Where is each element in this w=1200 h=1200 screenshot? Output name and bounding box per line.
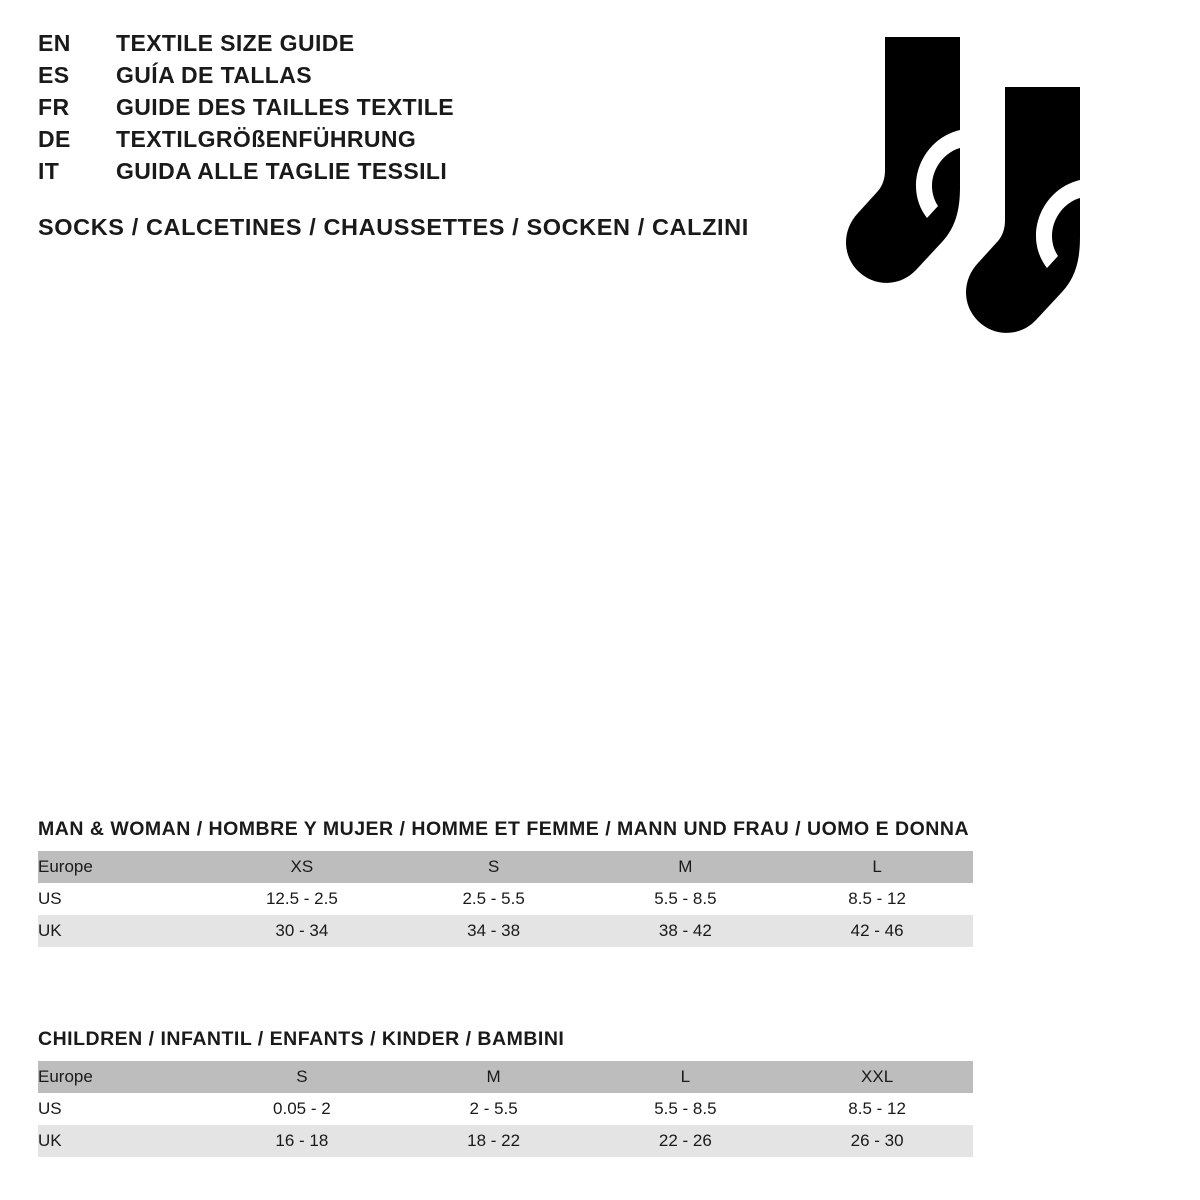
row-label: Europe <box>38 851 206 883</box>
table-cell: S <box>206 1061 398 1093</box>
table-row <box>38 1061 973 1093</box>
language-row-fr <box>38 94 778 126</box>
table-cell: S <box>398 851 590 883</box>
adults-table-caption: MAN & WOMAN / HOMBRE Y MUJER / HOMME ET FEMME / MANN UND FRAU / UOMO E DONNA <box>38 818 970 840</box>
table-cell: 5.5 - 8.5 <box>590 883 782 915</box>
table-cell: M <box>398 1061 590 1093</box>
language-row-en <box>38 30 778 62</box>
table-cell: M <box>590 851 782 883</box>
table-cell: 22 - 26 <box>590 1125 782 1157</box>
language-row-it <box>38 158 778 190</box>
language-title: TEXTILE SIZE GUIDE <box>116 30 355 56</box>
table-cell: 18 - 22 <box>398 1125 590 1157</box>
children-table-caption: CHILDREN / INFANTIL / ENFANTS / KINDER / BAMBINI <box>38 1028 565 1050</box>
row-label: UK <box>38 915 206 947</box>
language-title: GUIDE DES TAILLES TEXTILE <box>116 94 454 120</box>
table-cell: 2 - 5.5 <box>398 1093 590 1125</box>
table-cell: 5.5 - 8.5 <box>590 1093 782 1125</box>
table-cell: 8.5 - 12 <box>781 883 973 915</box>
product-category-line: SOCKS / CALCETINES / CHAUSSETTES / SOCKEN / CALZINI <box>38 214 749 240</box>
language-title: TEXTILGRÖßENFÜHRUNG <box>116 126 417 152</box>
table-cell: 8.5 - 12 <box>781 1093 973 1125</box>
table-cell: 26 - 30 <box>781 1125 973 1157</box>
row-label: Europe <box>38 1061 206 1093</box>
children-size-table <box>38 1061 973 1157</box>
children-size-section <box>38 1028 973 1157</box>
row-label: UK <box>38 1125 206 1157</box>
language-title: GUIDA ALLE TAGLIE TESSILI <box>116 158 448 184</box>
language-code: EN <box>38 30 71 56</box>
language-code: ES <box>38 62 70 88</box>
table-cell: L <box>590 1061 782 1093</box>
table-cell: 0.05 - 2 <box>206 1093 398 1125</box>
language-code: FR <box>38 94 70 120</box>
language-row-es <box>38 62 778 94</box>
row-label: US <box>38 883 206 915</box>
table-row <box>38 883 973 915</box>
table-row <box>38 1125 973 1157</box>
table-cell: 16 - 18 <box>206 1125 398 1157</box>
table-row <box>38 851 973 883</box>
language-row-de <box>38 126 778 158</box>
table-row <box>38 1093 973 1125</box>
language-code: DE <box>38 126 71 152</box>
language-code: IT <box>38 158 60 184</box>
table-cell: XS <box>206 851 398 883</box>
table-cell: 42 - 46 <box>781 915 973 947</box>
table-cell: 2.5 - 5.5 <box>398 883 590 915</box>
adults-size-table <box>38 851 973 947</box>
pair-of-socks-icon <box>800 25 1130 365</box>
table-cell: XXL <box>781 1061 973 1093</box>
adults-size-section <box>38 818 973 947</box>
table-cell: 34 - 38 <box>398 915 590 947</box>
table-cell: 12.5 - 2.5 <box>206 883 398 915</box>
table-cell: 38 - 42 <box>590 915 782 947</box>
table-cell: 30 - 34 <box>206 915 398 947</box>
language-title: GUÍA DE TALLAS <box>116 62 312 88</box>
row-label: US <box>38 1093 206 1125</box>
table-cell: L <box>781 851 973 883</box>
language-header <box>38 30 778 241</box>
table-row <box>38 915 973 947</box>
